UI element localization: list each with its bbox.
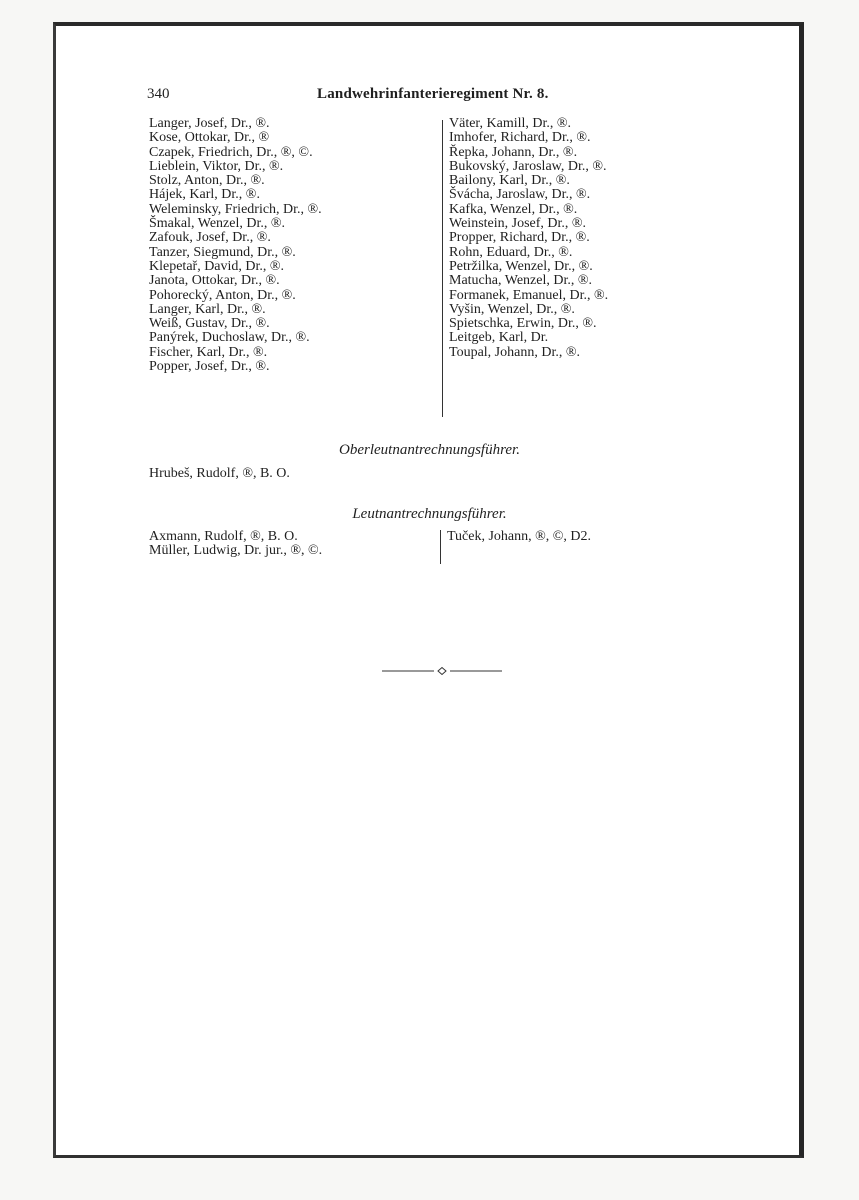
roster-entry: Petržilka, Wenzel, Dr., ®. [449,258,593,274]
roster-entry: Matucha, Wenzel, Dr., ®. [449,273,592,289]
roster-entry: Spietschka, Erwin, Dr., ®. [449,316,597,332]
roster-right-column [449,117,608,360]
roster-entry: Kose, Ottokar, Dr., ® [149,130,270,146]
roster-entry: Kafka, Wenzel, Dr., ®. [449,201,578,217]
page-header [147,84,667,104]
roster-entry: Hájek, Karl, Dr., ®. [149,187,260,203]
column-divider [440,530,441,564]
roster-entry: Fischer, Karl, Dr., ®. [149,344,268,360]
running-title: Landwehrinfanterieregiment Nr. 8. [317,86,549,102]
roster-entry: Leitgeb, Karl, Dr. [449,330,549,346]
page-number: 340 [147,86,170,102]
roster-entry: Czapek, Friedrich, Dr., ®, ©. [149,144,313,160]
roster-entry: Tanzer, Siegmund, Dr., ®. [149,244,296,260]
roster-entry: Šmakal, Wenzel, Dr., ®. [149,216,286,232]
section-entries-oberleutnant [149,467,290,481]
roster-entry: Lieblein, Viktor, Dr., ®. [149,158,284,174]
roster-entry: Formanek, Emanuel, Dr., ®. [449,287,609,303]
roster-entry: Janota, Ottokar, Dr., ®. [149,273,280,289]
roster-entry: Klepetař, David, Dr., ®. [149,258,285,274]
roster-entry: Bukovský, Jaroslaw, Dr., ®. [449,158,607,174]
roster-entry: Weleminsky, Friedrich, Dr., ®. [149,201,322,217]
roster-entry: Väter, Kamill, Dr., ®. [449,116,572,131]
roster-entry: Švácha, Jaroslaw, Dr., ®. [449,187,591,203]
roster-entry: Stolz, Anton, Dr., ®. [149,173,265,189]
roster-entry: Langer, Karl, Dr., ®. [149,301,266,317]
roster-entry: Tuček, Johann, ®, ©, D2. [447,529,592,544]
roster-entry: Weinstein, Josef, Dr., ®. [449,216,587,232]
roster-entry: Langer, Josef, Dr., ®. [149,116,270,131]
roster-entry: Rohn, Eduard, Dr., ®. [449,244,573,260]
roster-entry: Hrubeš, Rudolf, ®, B. O. [149,466,290,481]
roster-entry: Pohorecký, Anton, Dr., ®. [149,287,296,303]
roster-entry: Panýrek, Duchoslaw, Dr., ®. [149,330,310,346]
roster-entry: Axmann, Rudolf, ®, B. O. [149,529,298,544]
roster-entry: Popper, Josef, Dr., ®. [149,359,270,375]
section-heading-leutnant: Leutnantrechnungsführer. [352,506,507,522]
section-heading-oberleutnant: Oberleutnantrechnungsführer. [339,442,520,458]
section-entries-leutnant-left [149,530,322,559]
roster-entry: Toupal, Johann, Dr., ®. [449,344,580,360]
roster-entry: Bailony, Karl, Dr., ®. [449,173,570,189]
roster-entry: Weiß, Gustav, Dr., ®. [149,316,270,332]
column-divider [442,120,443,417]
section-entries-leutnant-right [447,530,591,544]
roster-entry: Zafouk, Josef, Dr., ®. [149,230,271,246]
ornament-divider-icon [382,666,502,676]
roster-entry: Müller, Ludwig, Dr. jur., ®, ©. [149,543,323,559]
roster-entry: Vyšin, Wenzel, Dr., ®. [449,301,575,317]
roster-entry: Imhofer, Richard, Dr., ®. [449,130,591,146]
roster-entry: Řepka, Johann, Dr., ®. [449,144,578,160]
roster-left-column [149,117,322,374]
roster-entry: Propper, Richard, Dr., ®. [449,230,590,246]
